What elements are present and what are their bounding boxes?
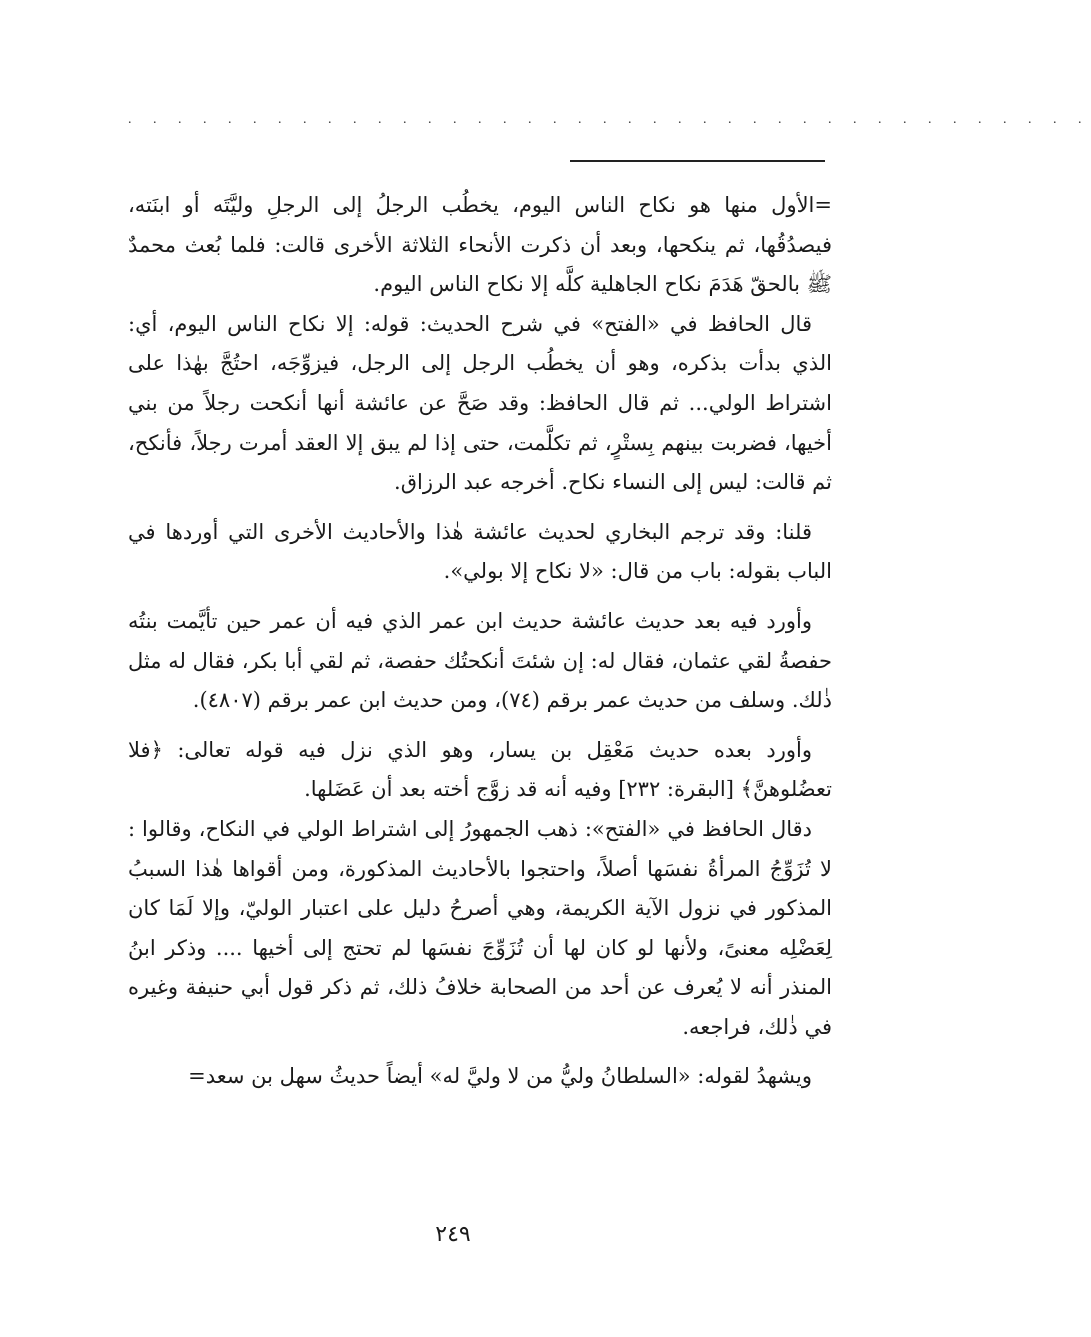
footnote-paragraph-1: =الأول منها هو نكاح الناس اليوم، يخطُب الرجلُ إلى الرجلِ وليَّتَه أو ابنَته، فيصدُقُها، ثم ينكحها، وبعد أن ذكرت الأنحاء الثلاثة الأخرى قالت: فلما بُعث محمدٌ ﷺ بالحقّ هَدَمَ نكاح الجاهلية كلَّه إلا نكاح الناس اليوم. xyxy=(128,193,832,297)
footnote-paragraph-4: وأورد فيه بعد حديث عائشة حديث ابن عمر الذي فيه أن عمر حين تأيَّمت بنتُه حفصةُ لقي عثمان، فقال له: إن شئتَ أنكحتُك حفصة، ثم لقي أبا بكر، فقال له مثل ذٰلك. وسلف من حديث عمر برقم (٧٤)، ومن حديث ابن عمر برقم (٤٨٠٧). xyxy=(128,608,832,713)
separator-dots: . . . . . . . . . . . . . . . . . . . . . . . . . . . . . . . . . . . . . . . xyxy=(128,112,1091,127)
footnote-paragraph-6: دقال الحافظ في «الفتح»: ذهب الجمهورُ إلى اشتراط الولي في النكاح، وقالوا : لا تُزَوِّجُ المرأةُ نفسَها أصلاً، واحتجوا بالأحاديث المذكورة، ومن أقواها هٰذا السببُ المذكور في نزول الآية الكريمة، وهي أصرحُ دليل على اعتبار الوليّ، وإلا لَمَا كان لِعَضْلِه معنىً، ولأنها لو كان لها أن تُزَوِّجَ نفسَها لم تحتج إلى أخيها .... وذكر ابنُ المنذر أنه لا يُعرف عن أحد من الصحابة خلافُ ذلك، ثم ذكر قول أبي حنيفة وغيره في ذٰلك، فراجعه. xyxy=(128,816,832,1039)
footnote-paragraph-2: قال الحافظ في «الفتح» في شرح الحديث: قوله: إلا نكاح الناس اليوم، أي: الذي بدأت بذكره، وهو أن يخطُب الرجل إلى الرجل، فيزوِّجَه، احتُجَّ بهٰذا على اشتراط الولي... ثم قال الحافظ: وقد صَحَّ عن عائشة أنها أنكحت رجلاً من بني أخيها، فضربت بينهم بِستْرٍ، ثم تكلَّمت، حتى إذا لم يبق إلا العقد أمرت رجلاً، فأنكح، ثم قالت: ليس إلى النساء نكاح. أخرجه عبد الرزاق. xyxy=(128,311,832,495)
footnote-paragraph-5: وأورد بعده حديث مَعْقِل بن يسار، وهو الذي نزل فيه قوله تعالى: ﴿فلا تعضُلوهنَّ﴾ [البقرة: ٢٣٢] وفيه أنه قد زوَّج أخته بعد أن عَضَلها. xyxy=(128,737,832,802)
page-number: ٢٤٩ xyxy=(435,1222,471,1247)
footnote-rule xyxy=(570,160,825,162)
footnote-paragraph-3: قلنا: وقد ترجم البخاري لحديث عائشة هٰذا والأحاديث الأخرى التي أوردها في الباب بقوله: باب من قال: «لا نكاح إلا بولي». xyxy=(128,519,832,584)
footnote-body xyxy=(128,186,832,1097)
footnote-paragraph-7: ويشهدُ لقوله: «السلطانُ وليُّ من لا وليَّ له» أيضاً حديثُ سهل بن سعد= xyxy=(188,1064,812,1089)
